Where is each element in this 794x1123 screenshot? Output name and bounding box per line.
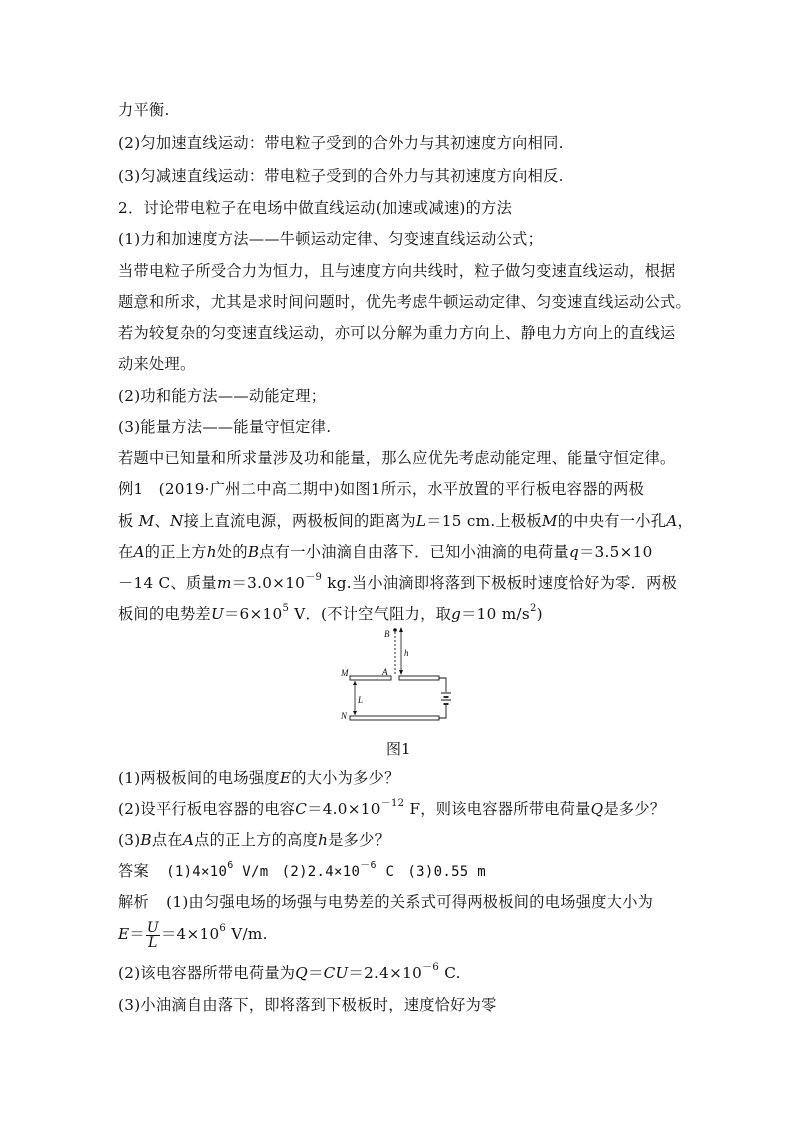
capacitor-diagram: [338, 624, 458, 734]
var-q: q: [569, 543, 580, 561]
example-source: (2019·广州二中高二期中): [158, 480, 340, 498]
var-m: m: [216, 574, 232, 592]
separation-arrow-head: [353, 681, 357, 685]
example-line-3: [118, 542, 684, 562]
label-B: B: [384, 629, 390, 639]
fraction-U-over-L: [146, 921, 160, 950]
var-Q: Q: [590, 800, 604, 818]
var-B: B: [140, 831, 152, 849]
separation-arrow-head: [353, 711, 357, 715]
example-text: 如图1所示，水平放置的平行板电容器的两极: [339, 480, 645, 498]
answer-text: (2)2.4×10: [281, 864, 361, 880]
question-1: [118, 768, 684, 788]
paragraph: 动来处理。: [118, 355, 196, 373]
example-text: 在: [118, 543, 134, 561]
var-U: U: [210, 605, 225, 623]
example-text: 的中央有一小孔: [557, 512, 667, 530]
analysis-line-4: (3)小油滴自由落下，即将落到下极板时，速度恰好为零: [118, 996, 497, 1014]
example-text: ＝10 m/s: [461, 605, 530, 623]
answer-label: 答案: [118, 862, 149, 880]
question-text: F，则该电容器所带电荷量: [404, 800, 591, 818]
analysis-text: ＝2.4×10: [348, 964, 423, 982]
exponent: －6: [422, 961, 440, 973]
label-M: M: [341, 668, 349, 678]
var-h: h: [206, 543, 217, 561]
example-text: kg.当小油滴即将落到下极板时速度恰好为零．两极: [322, 574, 678, 592]
wire-top: [439, 678, 446, 692]
wire-bottom: [439, 704, 446, 718]
answer-text: (1)4×10: [166, 864, 228, 880]
answer-text: C: [376, 864, 395, 880]
var-Q: Q: [295, 964, 309, 982]
paragraph: 题意和所求，尤其是求时间问题时，优先考虑牛顿运动定律、匀变速直线运动公式。: [118, 293, 692, 311]
analysis-text: ＝4×10: [161, 925, 220, 943]
paragraph: (2)功和能方法——动能定理；: [118, 387, 327, 405]
analysis-text: C.: [439, 964, 461, 982]
example-line-4: [118, 573, 684, 593]
exponent: 2: [529, 602, 537, 614]
example-text: ＝3.0×10: [231, 574, 306, 592]
label-N: N: [341, 711, 348, 721]
question-text: (2)设平行板电容器的电容: [118, 800, 296, 818]
example-text: 、: [154, 512, 170, 530]
exponent: 6: [219, 922, 227, 934]
label-L: L: [358, 695, 364, 705]
capacitor-figure: [338, 624, 458, 734]
question-text: ＝4.0×10: [307, 800, 381, 818]
paragraph: 力平衡.: [118, 101, 170, 119]
paragraph: (1)力和加速度方法——牛顿运动定律、匀变速直线运动公式；: [118, 230, 544, 248]
example-text: 处的: [216, 543, 248, 561]
question-text: 点在: [151, 831, 183, 849]
question-3: [118, 830, 684, 850]
fraction-numerator: U: [146, 919, 159, 936]
example-text: 板间的电势差: [118, 605, 211, 623]
example-text: ): [536, 605, 543, 623]
exponent: －9: [305, 571, 323, 583]
exponent: 5: [282, 602, 290, 614]
var-B: B: [247, 543, 260, 561]
fraction-denominator: L: [148, 934, 158, 951]
example-line-1: [118, 479, 684, 499]
var-M: M: [138, 512, 155, 530]
answer-line: [118, 861, 684, 882]
analysis-text: (1)由匀强电场的场强与电势差的关系式可得两极板间的电场强度大小为: [166, 893, 654, 911]
answer-1: [166, 860, 269, 880]
question-text: 是多少？: [328, 831, 391, 849]
example-label: 例1: [118, 480, 144, 498]
var-L: L: [415, 512, 427, 530]
var-A: A: [182, 831, 195, 849]
question-2: [118, 799, 684, 819]
question-text: (1)两极板间的电场强度: [118, 769, 280, 787]
exponent: －12: [380, 797, 405, 809]
var-E: E: [118, 925, 130, 943]
analysis-label: 解析: [118, 893, 149, 911]
var-A: A: [666, 512, 678, 530]
label-h: h: [404, 648, 409, 658]
analysis-text: (2)该电容器所带电荷量为: [118, 964, 296, 982]
analysis-text: V/m.: [226, 925, 268, 943]
paragraph: (2)匀加速直线运动：带电粒子受到的合外力与其初速度方向相同.: [118, 134, 564, 152]
var-CU: CU: [323, 964, 349, 982]
question-text: 是多少？: [603, 800, 666, 818]
exponent: －6: [360, 860, 377, 872]
lower-plate: [350, 716, 439, 720]
equals-sign: ＝: [129, 925, 145, 943]
point-B-dot: [393, 628, 397, 632]
question-text: 的大小为多少？: [291, 769, 400, 787]
var-E: E: [279, 769, 292, 787]
answer-3: (3)0.55 m: [407, 864, 486, 880]
var-h: h: [318, 831, 329, 849]
paragraph: 若为较复杂的匀变速直线运动，亦可以分解为重力方向上、静电力方向上的直线运: [118, 324, 676, 342]
var-N: N: [169, 512, 184, 530]
section-heading: 2．讨论带电粒子在电场中做直线运动(加速或减速)的方法: [118, 199, 513, 217]
answer-2: [281, 860, 395, 880]
example-text: ＝3.5×10: [579, 543, 653, 561]
example-line-5: [118, 604, 684, 624]
example-text: ＝15 cm.上极板: [426, 512, 542, 530]
analysis-text: ＝: [308, 964, 324, 982]
var-g: g: [451, 605, 462, 623]
paragraph: (3)能量方法——能量守恒定律.: [118, 418, 332, 436]
example-text: 点有一小油滴自由落下．已知小油滴的电荷量: [259, 543, 570, 561]
paragraph: 若题中已知量和所求量涉及功和能量，那么应优先考虑动能定理、能量守恒定律。: [118, 449, 676, 467]
example-text: 的正上方: [144, 543, 207, 561]
var-C: C: [295, 800, 308, 818]
example-text: V．(不计空气阻力，取: [289, 605, 452, 623]
var-A: A: [133, 543, 145, 561]
example-text: ，: [677, 512, 693, 530]
height-arrow-head: [399, 627, 403, 632]
figure-caption: 图1: [386, 740, 411, 758]
exponent: 6: [227, 860, 234, 872]
var-M: M: [541, 512, 558, 530]
paragraph: (3)匀减速直线运动：带电粒子受到的合外力与其初速度方向相反.: [118, 167, 564, 185]
analysis-formula: [118, 920, 684, 950]
paragraph: 当带电粒子所受合力为恒力，且与速度方向共线时，粒子做匀变速直线运动，根据: [118, 262, 676, 280]
example-text: ＝6×10: [224, 605, 283, 623]
answer-text: V/m: [233, 864, 269, 880]
example-text: －14 C、质量: [118, 574, 217, 592]
example-text: 接上直流电源，两极板间的距离为: [183, 512, 416, 530]
example-text: 板: [118, 512, 139, 530]
height-arrow-head: [399, 670, 403, 675]
example-line-2: [118, 511, 693, 531]
analysis-line-3: [118, 963, 684, 983]
analysis-line-1: [118, 892, 684, 912]
question-text: (3): [118, 831, 141, 849]
label-A: A: [382, 667, 388, 677]
question-text: 点的正上方的高度: [194, 831, 319, 849]
upper-plate-right: [399, 676, 439, 680]
